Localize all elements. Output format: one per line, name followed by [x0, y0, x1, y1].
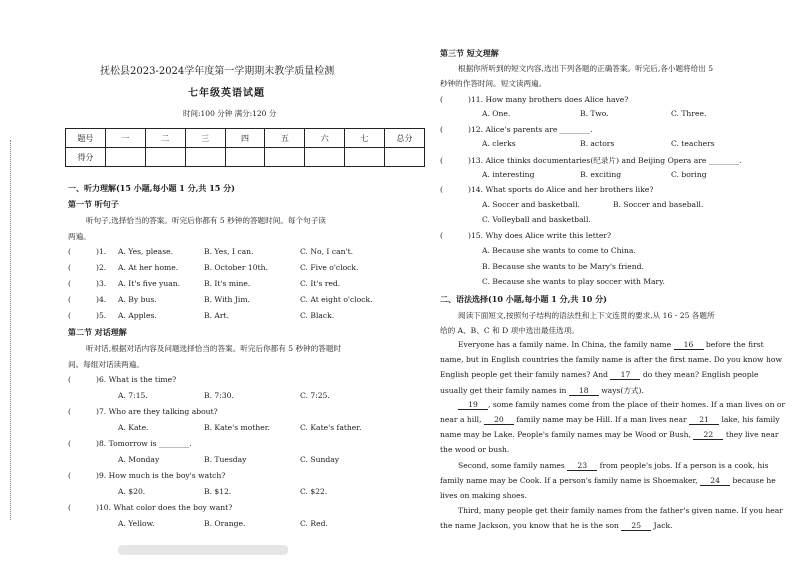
- question-stem: )13. Alice thinks documentaries(纪录片) and Beijing Opera are ________.: [468, 156, 742, 165]
- option-a: A. It's five yuan.: [118, 279, 181, 288]
- blank-17[interactable]: 17: [610, 370, 640, 380]
- question-6: [68, 375, 176, 384]
- score-header-cell: 一: [105, 129, 145, 148]
- section3-instruction: 根据你所听到的短文内容,选出下列各题的正确答案。听完后,各小题将给出 5: [458, 64, 714, 73]
- blank-24[interactable]: 24: [700, 476, 730, 486]
- option-c: C. Five o'clock.: [300, 263, 359, 272]
- option-c: C. Sunday: [300, 455, 340, 464]
- option-a: A. By bus.: [118, 295, 157, 304]
- score-header-cell: 六: [305, 129, 345, 148]
- question-stem: )10. What color does the boy want?: [96, 503, 233, 512]
- question-14: [440, 185, 653, 194]
- blank-22[interactable]: 22: [693, 430, 723, 440]
- option-c: C. boring: [671, 170, 707, 179]
- passage-text: name may be Lake. People's family names may be Wood or Bush,: [440, 430, 691, 439]
- option-a: A. Because she wants to come to China.: [482, 246, 636, 255]
- score-cell[interactable]: [305, 148, 345, 167]
- question-stem: )7. Who are they talking about?: [96, 407, 218, 416]
- question-7: [68, 407, 218, 416]
- option-c: C. At eight o'clock.: [300, 295, 373, 304]
- answer-paren[interactable]: (: [68, 375, 71, 384]
- answer-paren[interactable]: (: [68, 439, 71, 448]
- part2-instruction: 阅读下面短文,按照句子结构的语法性和上下文连贯的要求,从 16 - 25 各题所: [458, 311, 715, 320]
- option-c: C. Three.: [671, 109, 707, 118]
- option-c: C. Kate's father.: [300, 423, 362, 432]
- score-cell[interactable]: [185, 148, 225, 167]
- blank-20[interactable]: 20: [484, 415, 514, 425]
- question-stem: )11. How many brothers does Alice have?: [468, 95, 629, 104]
- option-a: A. At her home.: [118, 263, 179, 272]
- question-stem: )12. Alice's parents are ________.: [468, 125, 593, 134]
- score-header-cell: 七: [345, 129, 385, 148]
- question-number: )2.: [96, 263, 107, 272]
- answer-paren[interactable]: (: [440, 125, 443, 134]
- answer-paren[interactable]: (: [68, 263, 71, 272]
- question-13: [440, 155, 742, 166]
- option-b: B. Kate's mother.: [204, 423, 270, 432]
- passage-text: because he: [732, 476, 776, 485]
- passage-line: [440, 415, 780, 425]
- passage-line: the wood or bush.: [440, 445, 510, 454]
- part2-instruction: 给的 A、B、C 和 D 项中选出最佳选项。: [440, 326, 579, 335]
- passage-line: Third, many people get their family names from the father's given name. If you hear: [458, 506, 783, 515]
- binding-margin: [10, 140, 19, 520]
- option-a: A. One.: [482, 109, 511, 118]
- passage-text: they live near: [725, 430, 779, 439]
- scan-smudge: [118, 545, 288, 555]
- question-1: [68, 247, 106, 256]
- question-stem: )8. Tomorrow is ________.: [96, 439, 192, 448]
- passage-text: English people get their family names? And: [440, 370, 609, 379]
- answer-paren[interactable]: (: [68, 247, 71, 256]
- option-b: B. Orange.: [204, 519, 246, 528]
- option-c: C. Volleyball and basketball.: [482, 215, 591, 224]
- passage-line: lives on making shoes.: [440, 491, 527, 500]
- option-b: B. With Jim.: [204, 295, 250, 304]
- passage-line: [440, 370, 759, 380]
- option-c: C. Black.: [300, 311, 335, 320]
- passage-line: [458, 340, 764, 350]
- question-stem: )14. What sports do Alice and her brothers like?: [468, 185, 654, 194]
- question-number: )3.: [96, 279, 107, 288]
- answer-paren[interactable]: (: [440, 95, 443, 104]
- passage-line: name, but in English countries the family name is after the first name. Do you know how: [440, 355, 782, 364]
- passage-line: [440, 521, 673, 531]
- section1-instruction: 听句子,选择恰当的答案。听完后你都有 5 秒钟的答题时间。每个句子读: [86, 216, 326, 225]
- passage-text: ways(方式).: [601, 386, 644, 395]
- score-cell[interactable]: [385, 148, 425, 167]
- option-a: A. Apples.: [118, 311, 157, 320]
- option-c: C. Because she wants to play soccer with Mary.: [482, 277, 665, 286]
- option-b: B. Because she wants to be Mary's friend.: [482, 262, 644, 271]
- option-c: C. $22.: [300, 487, 328, 496]
- blank-21[interactable]: 21: [689, 415, 719, 425]
- exam-subtitle: 七年级英语试题: [188, 88, 265, 99]
- passage-text: from people's jobs. If a person is a cook, his: [599, 461, 769, 470]
- option-c: C. teachers: [671, 139, 715, 148]
- question-10: [68, 503, 232, 512]
- score-table: [65, 128, 425, 167]
- passage-text: usually get their family names in: [440, 386, 567, 395]
- blank-16[interactable]: 16: [674, 340, 704, 350]
- section2-heading: 第二节 对话理解: [68, 327, 127, 337]
- answer-paren[interactable]: (: [68, 471, 71, 480]
- option-c: C. 7:25.: [300, 391, 330, 400]
- passage-text: do they mean? English people: [642, 370, 759, 379]
- option-c: C. It's red.: [300, 279, 341, 288]
- option-b: B. It's mine.: [204, 279, 251, 288]
- answer-paren[interactable]: (: [68, 279, 71, 288]
- score-header-cell: 总分: [385, 129, 425, 148]
- question-number: )5.: [96, 311, 107, 320]
- answer-paren[interactable]: (: [68, 295, 71, 304]
- option-a: A. Soccer and basketball.: [482, 200, 580, 209]
- blank-18[interactable]: 18: [569, 386, 599, 396]
- passage-line: [458, 461, 769, 471]
- passage-text: family name may be Cook. If a person's family name is Shoemaker,: [440, 476, 698, 485]
- score-cell[interactable]: [105, 148, 145, 167]
- passage-text: Everyone has a family name. In China, the family name: [458, 340, 672, 349]
- passage-line: [458, 400, 785, 410]
- score-cell[interactable]: [265, 148, 305, 167]
- blank-25[interactable]: 25: [621, 521, 651, 531]
- question-stem: )6. What is the time?: [96, 375, 177, 384]
- question-8: [68, 439, 192, 448]
- option-a: A. $20.: [118, 487, 146, 496]
- option-a: A. 7:15.: [118, 391, 148, 400]
- passage-text: family name may be Hill. If a man lives near: [516, 415, 687, 424]
- question-12: [440, 125, 593, 134]
- passage-text: near a hill,: [440, 415, 482, 424]
- passage-line: [440, 430, 779, 440]
- option-a: A. Yes, please.: [118, 247, 173, 256]
- score-cell[interactable]: [145, 148, 185, 167]
- passage-text: before the first: [705, 340, 764, 349]
- section3-heading: 第三节 短文理解: [440, 48, 499, 58]
- passage-text: , some family names come from the place of their homes. If a man lives on or: [488, 400, 786, 409]
- section1-instruction: 两遍。: [68, 232, 91, 241]
- part2-heading: 二、语法选择(10 小题,每小题 1 分,共 10 分): [440, 294, 607, 304]
- option-a: A. Yellow.: [118, 519, 155, 528]
- score-table-header: [66, 129, 425, 148]
- question-3: [68, 279, 106, 288]
- part1-heading: 一、听力理解(15 小题,每小题 1 分,共 15 分): [68, 183, 235, 193]
- score-table-row: [66, 148, 425, 167]
- question-5: [68, 311, 106, 320]
- answer-paren[interactable]: (: [440, 156, 443, 165]
- answer-paren[interactable]: (: [440, 231, 443, 240]
- right-page: [425, 0, 794, 561]
- option-c: C. Red.: [300, 519, 328, 528]
- option-a: A. clerks: [482, 139, 516, 148]
- exam-title: 抚松县2023-2024学年度第一学期期末教学质量检测: [100, 66, 335, 77]
- option-b: B. Art.: [204, 311, 229, 320]
- option-a: A. Monday: [118, 455, 160, 464]
- option-a: A. interesting: [482, 170, 535, 179]
- section2-instruction: 间。每组对话读两遍。: [68, 360, 144, 369]
- question-4: [68, 295, 106, 304]
- passage-text: the name Jackson, you know that he is the son: [440, 521, 619, 530]
- option-b: B. Two.: [580, 109, 609, 118]
- option-b: B. Tuesday: [204, 455, 247, 464]
- section3-instruction: 秒钟的作答时间。短文读两遍。: [440, 79, 547, 88]
- score-header-cell: 四: [225, 129, 265, 148]
- blank-19[interactable]: 19: [458, 400, 488, 410]
- option-c: C. No, I can't.: [300, 247, 354, 256]
- score-header-cell: 二: [145, 129, 185, 148]
- question-stem: )9. How much is the boy's watch?: [96, 471, 226, 480]
- option-b: B. 7:30.: [204, 391, 234, 400]
- passage-text: Jack.: [653, 521, 673, 530]
- option-b: B. exciting: [580, 170, 622, 179]
- section2-instruction: 听对话,根据对话内容及问题选择恰当的答案。听完后你都有 5 秒钟的答题时: [86, 344, 342, 353]
- question-number: )1.: [96, 247, 107, 256]
- option-b: B. actors: [580, 139, 615, 148]
- passage-text: lake, his family: [721, 415, 780, 424]
- answer-paren[interactable]: (: [440, 185, 443, 194]
- score-header-cell: 五: [265, 129, 305, 148]
- blank-23[interactable]: 23: [567, 461, 597, 471]
- question-number: )4.: [96, 295, 107, 304]
- score-cell[interactable]: [225, 148, 265, 167]
- passage-line: [440, 476, 776, 486]
- question-15: [440, 231, 611, 240]
- section1-heading: 第一节 听句子: [68, 199, 119, 209]
- option-b: B. $12.: [204, 487, 232, 496]
- passage-line: [440, 385, 644, 396]
- option-a: A. Kate.: [118, 423, 149, 432]
- score-header-cell: 题号: [66, 129, 106, 148]
- option-b: B. Yes, I can.: [204, 247, 254, 256]
- question-11: [440, 95, 628, 104]
- question-stem: )15. Why does Alice write this letter?: [468, 231, 612, 240]
- score-cell[interactable]: [345, 148, 385, 167]
- question-9: [68, 471, 225, 480]
- option-b: B. October 10th.: [204, 263, 268, 272]
- passage-text: Second, some family names: [458, 461, 565, 470]
- question-2: [68, 263, 106, 272]
- option-b: B. Soccer and baseball.: [613, 200, 704, 209]
- exam-meta: 时间:100 分钟 满分:120 分: [183, 109, 277, 118]
- score-header-cell: 三: [185, 129, 225, 148]
- score-row-label: 得分: [66, 148, 106, 167]
- answer-paren[interactable]: (: [68, 311, 71, 320]
- answer-paren[interactable]: (: [68, 503, 71, 512]
- answer-paren[interactable]: (: [68, 407, 71, 416]
